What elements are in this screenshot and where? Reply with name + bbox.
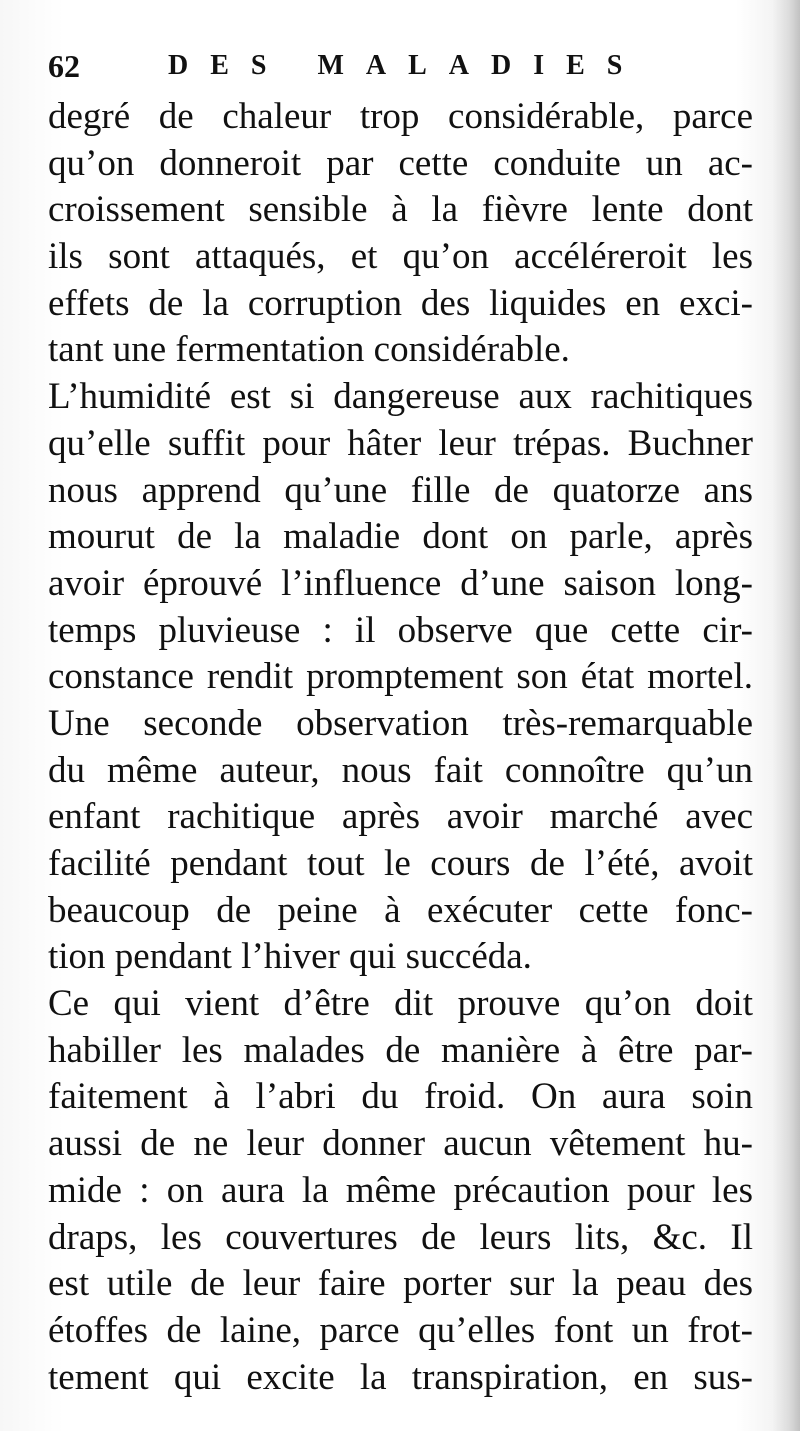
text-line: nous apprend qu’une fille de quatorze ans [48, 469, 753, 511]
running-head: DES MALADIES [168, 50, 645, 81]
text-line: Ce qui vient d’être dit prouve qu’on doit [48, 983, 753, 1025]
text-line: temps pluvieuse : il observe que cette cir- [48, 609, 753, 651]
text-line: du même auteur, nous fait connoître qu’un [48, 749, 753, 791]
text-line: facilité pendant tout le cours de l’été, avoit [48, 843, 753, 884]
text-line: ils sont attaqués, et qu’on accéléreroit les [48, 236, 753, 278]
text-line: Une seconde observation très-remarquable [48, 702, 753, 744]
text-line: étoffes de laine, parce qu’elles font un frot- [48, 1309, 753, 1351]
text-line: tion pendant l’hiver qui succéda. [48, 936, 532, 978]
text-line: habiller les malades de manière à être par- [48, 1029, 753, 1071]
paragraph [48, 374, 753, 981]
text-line: avoir éprouvé l’influence d’une saison long- [48, 562, 753, 604]
text-line: tement qui excite la transpiration, en sus- [48, 1356, 753, 1398]
paragraph [48, 981, 753, 1401]
text-line: effets de la corruption des liquides en exci- [48, 282, 753, 324]
paragraph [48, 94, 753, 374]
text-line: mide : on aura la même précaution pour les [48, 1169, 753, 1211]
text-line: qu’on donneroit par cette conduite un ac- [48, 142, 753, 184]
text-line: L’humidité est si dangereuse aux rachitiques [48, 376, 753, 418]
text-line: qu’elle suffit pour hâter leur trépas. Buchner [48, 422, 753, 464]
text-line: mourut de la maladie dont on parle, après [48, 516, 753, 558]
text-line: beaucoup de peine à exécuter cette fonc- [48, 889, 753, 931]
page-number: 62 [48, 48, 80, 84]
text-line: enfant rachitique après avoir marché avec [48, 796, 753, 838]
page-edge-shadow [772, 0, 800, 1431]
text-line: aussi de ne leur donner aucun vêtement hu- [48, 1123, 753, 1165]
text-line: tant une fermentation considérable. [48, 329, 570, 371]
text-line: est utile de leur faire porter sur la peau des [48, 1263, 753, 1305]
page-header [48, 44, 768, 88]
text-line: draps, les couvertures de leurs lits, &c. Il [48, 1216, 753, 1258]
text-line: degré de chaleur trop considérable, parce [48, 96, 753, 137]
text-line: faitement à l’abri du froid. On aura soin [48, 1076, 753, 1118]
text-line: constance rendit promptement son état mortel. [48, 656, 753, 698]
text-line: croissement sensible à la fièvre lente dont [48, 189, 753, 231]
body-text [48, 94, 753, 1401]
